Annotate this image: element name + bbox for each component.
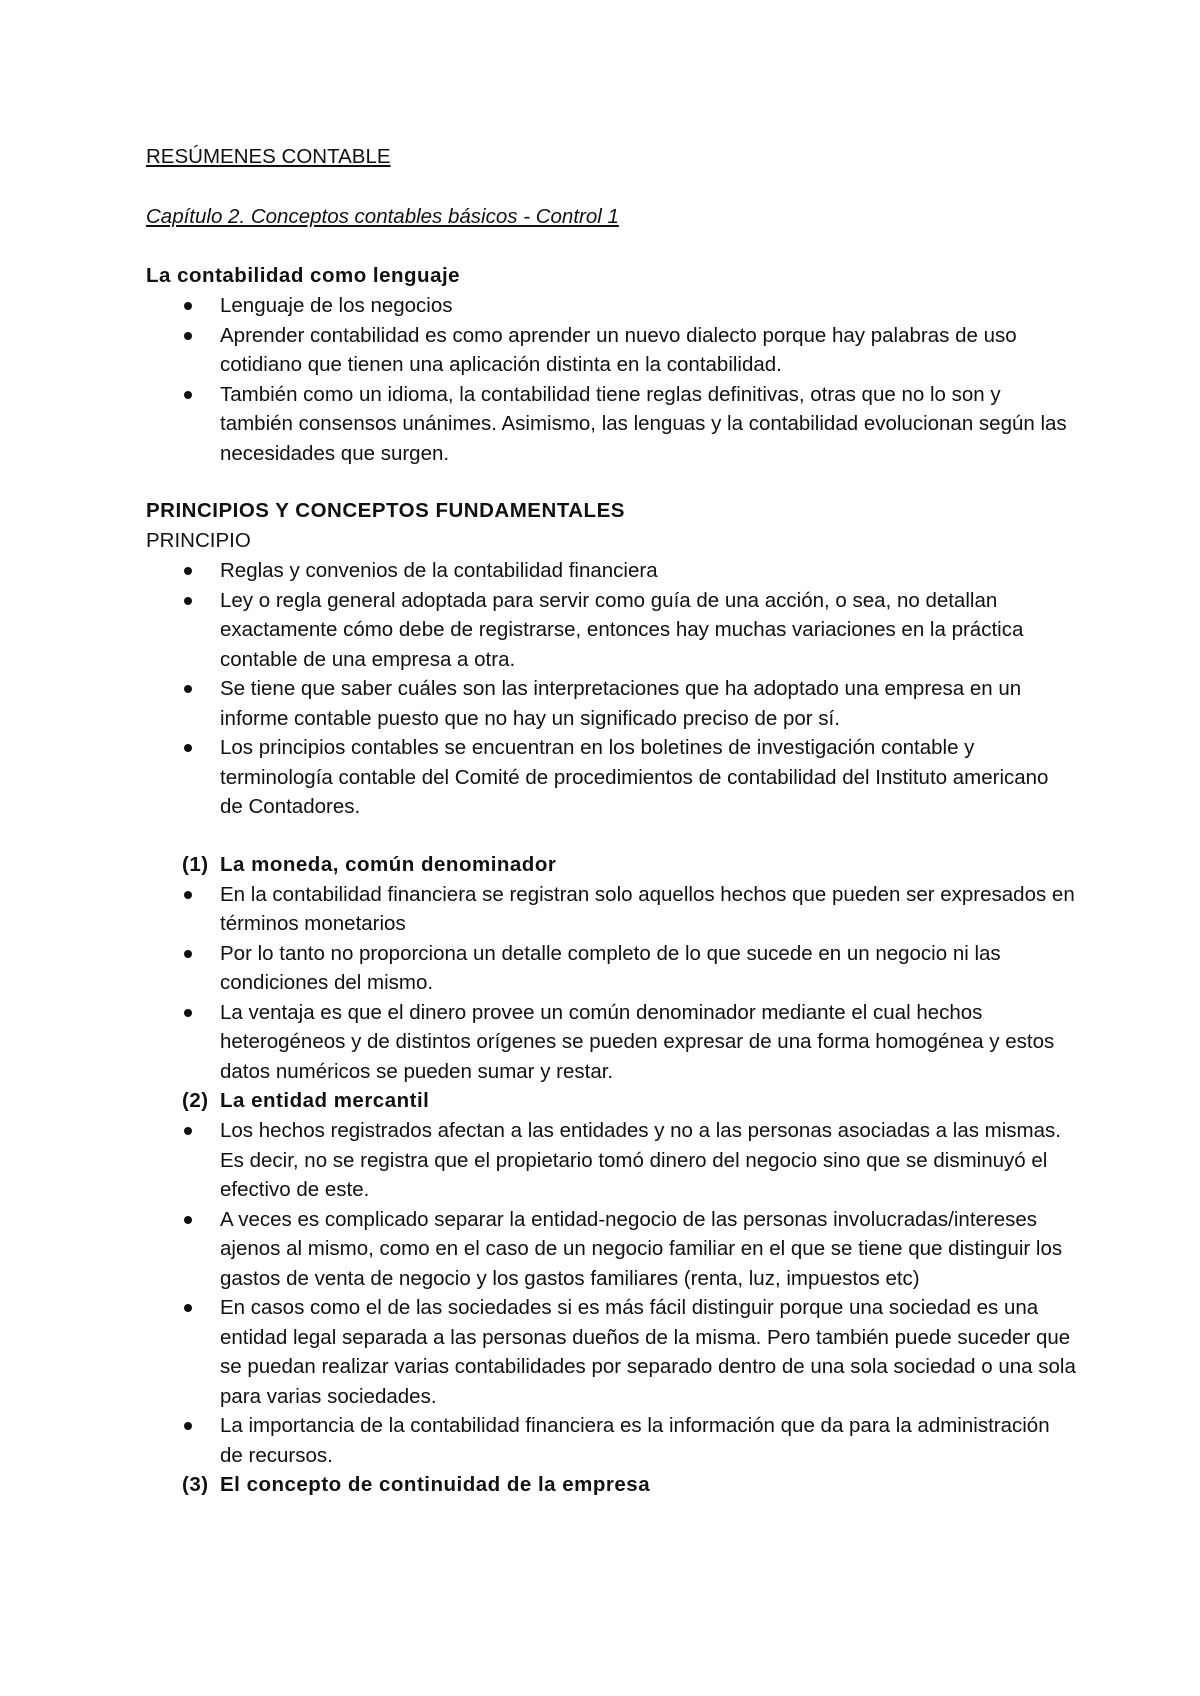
concept-title: La entidad mercantil	[220, 1089, 430, 1112]
list-item	[146, 380, 1076, 469]
concept-heading-entidad	[146, 1086, 1076, 1116]
bullet-icon	[184, 744, 192, 752]
concept-heading-continuidad	[146, 1470, 1076, 1500]
list-item	[146, 1205, 1076, 1294]
list-item-text: En casos como el de las sociedades si es más fácil distinguir porque una sociedad es una entidad legal separada a las personas dueños de la misma. Pero también puede suceder que se puedan realizar varias contabilidades por separado dentro de una sola sociedad o una sola para varias sociedades.	[220, 1296, 1076, 1408]
list-item-text: A veces es complicado separar la entidad-negocio de las personas involucradas/intereses ajenos al mismo, como en el caso de un negocio familiar en el que se tiene que distinguir los gastos de venta de negocio y los gastos familiares (renta, luz, impuestos etc)	[220, 1207, 1063, 1290]
chapter-heading: Capítulo 2. Conceptos contables básicos - Control 1	[146, 205, 619, 228]
bullet-icon	[184, 950, 192, 958]
list-item	[146, 674, 1076, 733]
concept-title: El concepto de continuidad de la empresa	[220, 1473, 651, 1496]
list-item-text: La ventaja es que el dinero provee un común denominador mediante el cual hechos heterogéneos y de distintos orígenes se pueden expresar de una forma homogénea y estos datos numéricos se pueden sumar y restar.	[220, 1000, 1055, 1083]
list-item	[146, 1116, 1076, 1205]
list-item	[146, 321, 1076, 380]
list-item-text: Se tiene que saber cuáles son las interpretaciones que ha adoptado una empresa en un informe contable puesto que no hay un significado preciso de por sí.	[220, 677, 1022, 730]
list-item	[146, 291, 1076, 321]
list-item	[146, 733, 1076, 822]
list-item	[146, 1293, 1076, 1411]
list-item-text: La importancia de la contabilidad financiera es la información que da para la administración de recursos.	[220, 1414, 1050, 1467]
concept-title: La moneda, común denominador	[220, 852, 557, 876]
list-item	[146, 586, 1076, 675]
bullet-icon	[184, 891, 192, 899]
list-item	[146, 939, 1076, 998]
list-item-text: Aprender contabilidad es como aprender un nuevo dialecto porque hay palabras de uso cotidiano que tienen una aplicación distinta en la contabilidad.	[220, 323, 1017, 376]
bullet-icon	[184, 685, 192, 693]
sublabel-principio: PRINCIPIO	[146, 529, 251, 552]
bullet-icon	[184, 1009, 192, 1017]
list-item-text: En la contabilidad financiera se registran solo aquellos hechos que pueden ser expresados en términos monetarios	[220, 882, 1075, 935]
bullet-icon	[184, 1304, 192, 1312]
list-item	[146, 998, 1076, 1087]
bullet-icon	[184, 1127, 192, 1135]
bullet-icon	[184, 391, 192, 399]
list-item-text: Lenguaje de los negocios	[220, 294, 453, 317]
list-item	[146, 556, 1076, 586]
bullet-icon	[184, 1422, 192, 1430]
section-heading-lenguaje: La contabilidad como lenguaje	[146, 264, 461, 287]
bullet-icon	[184, 302, 192, 310]
bullet-list-moneda	[146, 880, 1076, 1087]
concept-heading-moneda	[146, 850, 1076, 880]
document-title: RESÚMENES CONTABLE	[146, 145, 391, 168]
bullet-icon	[184, 567, 192, 575]
concept-number: (2)	[182, 1089, 209, 1112]
bullet-list-entidad	[146, 1116, 1076, 1470]
bullet-icon	[184, 332, 192, 340]
list-item-text: Los principios contables se encuentran en los boletines de investigación contable y terminología contable del Comité de procedimientos de contabilidad del Instituto americano de Contadores.	[220, 736, 1049, 818]
document-page	[146, 142, 1076, 1500]
list-item-text: Por lo tanto no proporciona un detalle completo de lo que sucede en un negocio ni las condiciones del mismo.	[220, 941, 1001, 994]
section-heading-principios: PRINCIPIOS Y CONCEPTOS FUNDAMENTALES	[146, 499, 625, 522]
concept-number: (1)	[182, 852, 209, 876]
concept-number: (3)	[182, 1473, 209, 1496]
bullet-icon	[184, 597, 192, 605]
list-item	[146, 880, 1076, 939]
list-item-text: Ley o regla general adoptada para servir como guía de una acción, o sea, no detallan exactamente cómo debe de registrarse, entonces hay muchas variaciones en la práctica contable de una empresa a otra.	[220, 588, 1024, 671]
list-item-text: Los hechos registrados afectan a las entidades y no a las personas asociadas a las mismas. Es decir, no se registra que el propietario tomó dinero del negocio sino que se disminuyó el efectivo de este.	[220, 1119, 1061, 1201]
list-item-text: También como un idioma, la contabilidad tiene reglas definitivas, otras que no lo son y también consensos unánimes. Asimismo, las lenguas y la contabilidad evolucionan según las necesidades que surgen.	[220, 382, 1067, 465]
list-item	[146, 1411, 1076, 1470]
list-item-text: Reglas y convenios de la contabilidad financiera	[220, 559, 658, 582]
bullet-icon	[184, 1216, 192, 1224]
bullet-list-lenguaje	[146, 291, 1076, 468]
bullet-list-principio	[146, 556, 1076, 822]
